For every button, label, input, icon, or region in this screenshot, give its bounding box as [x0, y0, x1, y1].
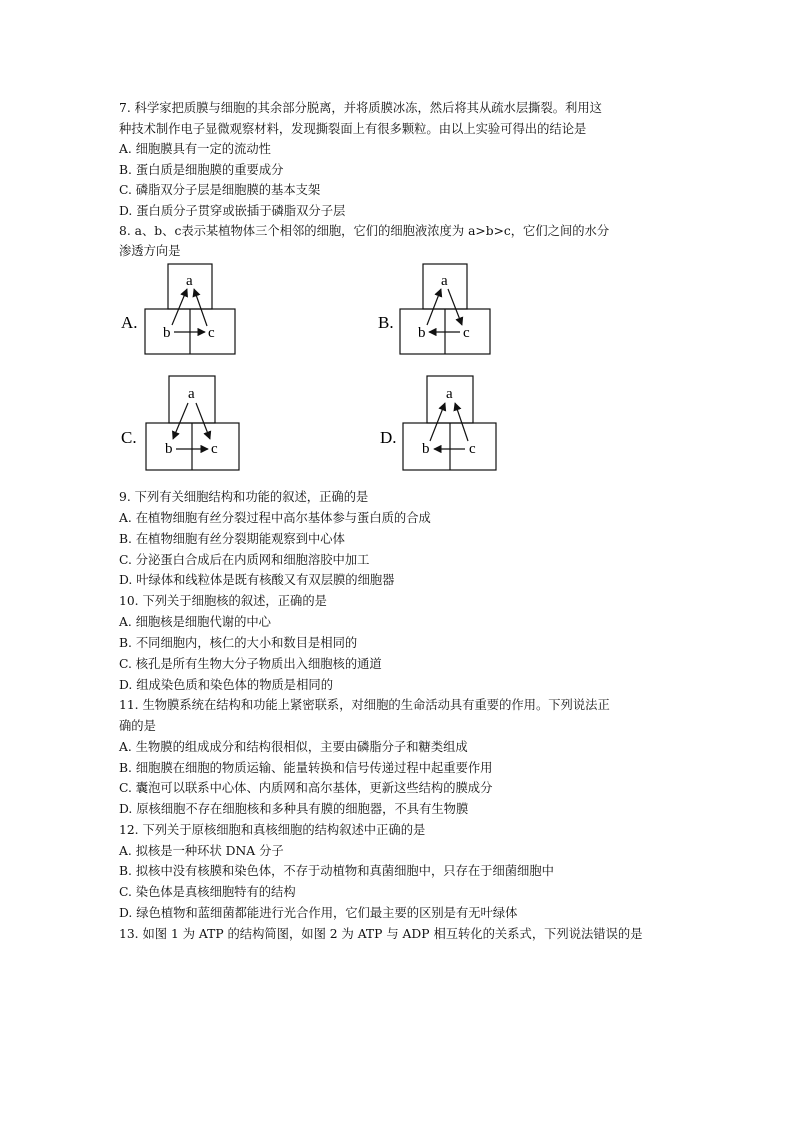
- arrow-b-to-a: [172, 289, 187, 325]
- cell-a-label: a: [441, 273, 448, 289]
- q11-option-c: C. 囊泡可以联系中心体、内质网和高尔基体，更新这些结构的膜成分: [119, 781, 493, 795]
- q10-option-b: B. 不同细胞内，核仁的大小和数目是相同的: [119, 636, 358, 650]
- q11-option-a: A. 生物膜的组成成分和结构很相似，主要由磷脂分子和糖类组成: [119, 740, 468, 754]
- q8-diagram-c: [118, 373, 243, 471]
- option-label: C.: [121, 428, 137, 447]
- q9-option-c: C. 分泌蛋白合成后在内质网和细胞溶胶中加工: [119, 553, 370, 567]
- cell-c-label: c: [211, 441, 218, 457]
- q8-stem-line-2: 渗透方向是: [119, 244, 181, 258]
- q12-stem: 12. 下列关于原核细胞和真核细胞的结构叙述中正确的是: [119, 823, 426, 837]
- q12-option-d: D. 绿色植物和蓝细菌都能进行光合作用，它们最主要的区别是有无叶绿体: [119, 906, 518, 920]
- q7-stem-line-1: 7. 科学家把质膜与细胞的其余部分脱离，并将质膜冰冻，然后将其从疏水层撕裂。利用这: [119, 101, 602, 115]
- q11-stem-line-1: 11. 生物膜系统在结构和功能上紧密联系，对细胞的生命活动具有重要的作用。下列说法正: [119, 698, 610, 712]
- q7-option-a: A. 细胞膜具有一定的流动性: [119, 142, 271, 156]
- arrow-c-to-a: [194, 289, 207, 326]
- q11-stem-line-2: 确的是: [119, 719, 156, 733]
- q9-option-d: D. 叶绿体和线粒体是既有核酸又有双层膜的细胞器: [119, 573, 395, 587]
- q9-option-b: B. 在植物细胞有丝分裂期能观察到中心体: [119, 532, 345, 546]
- q9-option-a: A. 在植物细胞有丝分裂过程中高尔基体参与蛋白质的合成: [119, 511, 431, 525]
- option-label: B.: [378, 313, 394, 332]
- cell-a-label: a: [446, 386, 453, 402]
- option-label: D.: [380, 428, 397, 447]
- q8-diagram-a: [118, 260, 243, 356]
- q7-option-c: C. 磷脂双分子层是细胞膜的基本支架: [119, 183, 321, 197]
- q9-stem: 9. 下列有关细胞结构和功能的叙述，正确的是: [119, 490, 369, 504]
- q10-option-d: D. 组成染色质和染色体的物质是相同的: [119, 678, 333, 692]
- cell-a-label: a: [188, 386, 195, 402]
- q8-diagram-b: [375, 260, 500, 356]
- q10-option-c: C. 核孔是所有生物大分子物质出入细胞核的通道: [119, 657, 382, 671]
- cell-c-label: c: [208, 325, 215, 341]
- q13-stem: 13. 如图 1 为 ATP 的结构简图，如图 2 为 ATP 与 ADP 相互转化的关系式，下列说法错误的是: [119, 927, 643, 941]
- cell-b-label: b: [163, 325, 171, 341]
- q12-option-a: A. 拟核是一种环状 DNA 分子: [119, 844, 284, 858]
- arrow-a-to-c: [448, 289, 462, 325]
- arrow-a-to-b: [173, 403, 188, 439]
- q12-option-b: B. 拟核中没有核膜和染色体，不存于动植物和真菌细胞中，只存在于细菌细胞中: [119, 864, 554, 878]
- cell-b-label: b: [165, 441, 173, 457]
- q7-option-d: D. 蛋白质分子贯穿或嵌插于磷脂双分子层: [119, 204, 346, 218]
- cell-c-label: c: [469, 441, 476, 457]
- arrow-c-to-a: [455, 403, 468, 441]
- q8-diagram-d: [375, 373, 500, 471]
- cell-b-label: b: [418, 325, 426, 341]
- q8-stem-line-1: 8. a、b、c表示某植物体三个相邻的细胞，它们的细胞液浓度为 a>b>c，它们之间的水分: [119, 224, 610, 238]
- q10-option-a: A. 细胞核是细胞代谢的中心: [119, 615, 271, 629]
- option-label: A.: [121, 313, 138, 332]
- q11-option-d: D. 原核细胞不存在细胞核和多种具有膜的细胞器，不具有生物膜: [119, 802, 469, 816]
- arrow-a-to-c: [196, 403, 210, 439]
- q11-option-b: B. 细胞膜在细胞的物质运输、能量转换和信号传递过程中起重要作用: [119, 761, 493, 775]
- cell-b-label: b: [422, 441, 430, 457]
- cell-a-label: a: [186, 273, 193, 289]
- q12-option-c: C. 染色体是真核细胞特有的结构: [119, 885, 296, 899]
- q10-stem: 10. 下列关于细胞核的叙述，正确的是: [119, 594, 327, 608]
- q7-stem-line-2: 种技术制作电子显微观察材料，发现撕裂面上有很多颗粒。由以上实验可得出的结论是: [119, 122, 587, 136]
- cell-c-label: c: [463, 325, 470, 341]
- q7-option-b: B. 蛋白质是细胞膜的重要成分: [119, 163, 284, 177]
- arrow-b-to-a: [430, 403, 445, 441]
- arrow-b-to-a: [427, 289, 441, 325]
